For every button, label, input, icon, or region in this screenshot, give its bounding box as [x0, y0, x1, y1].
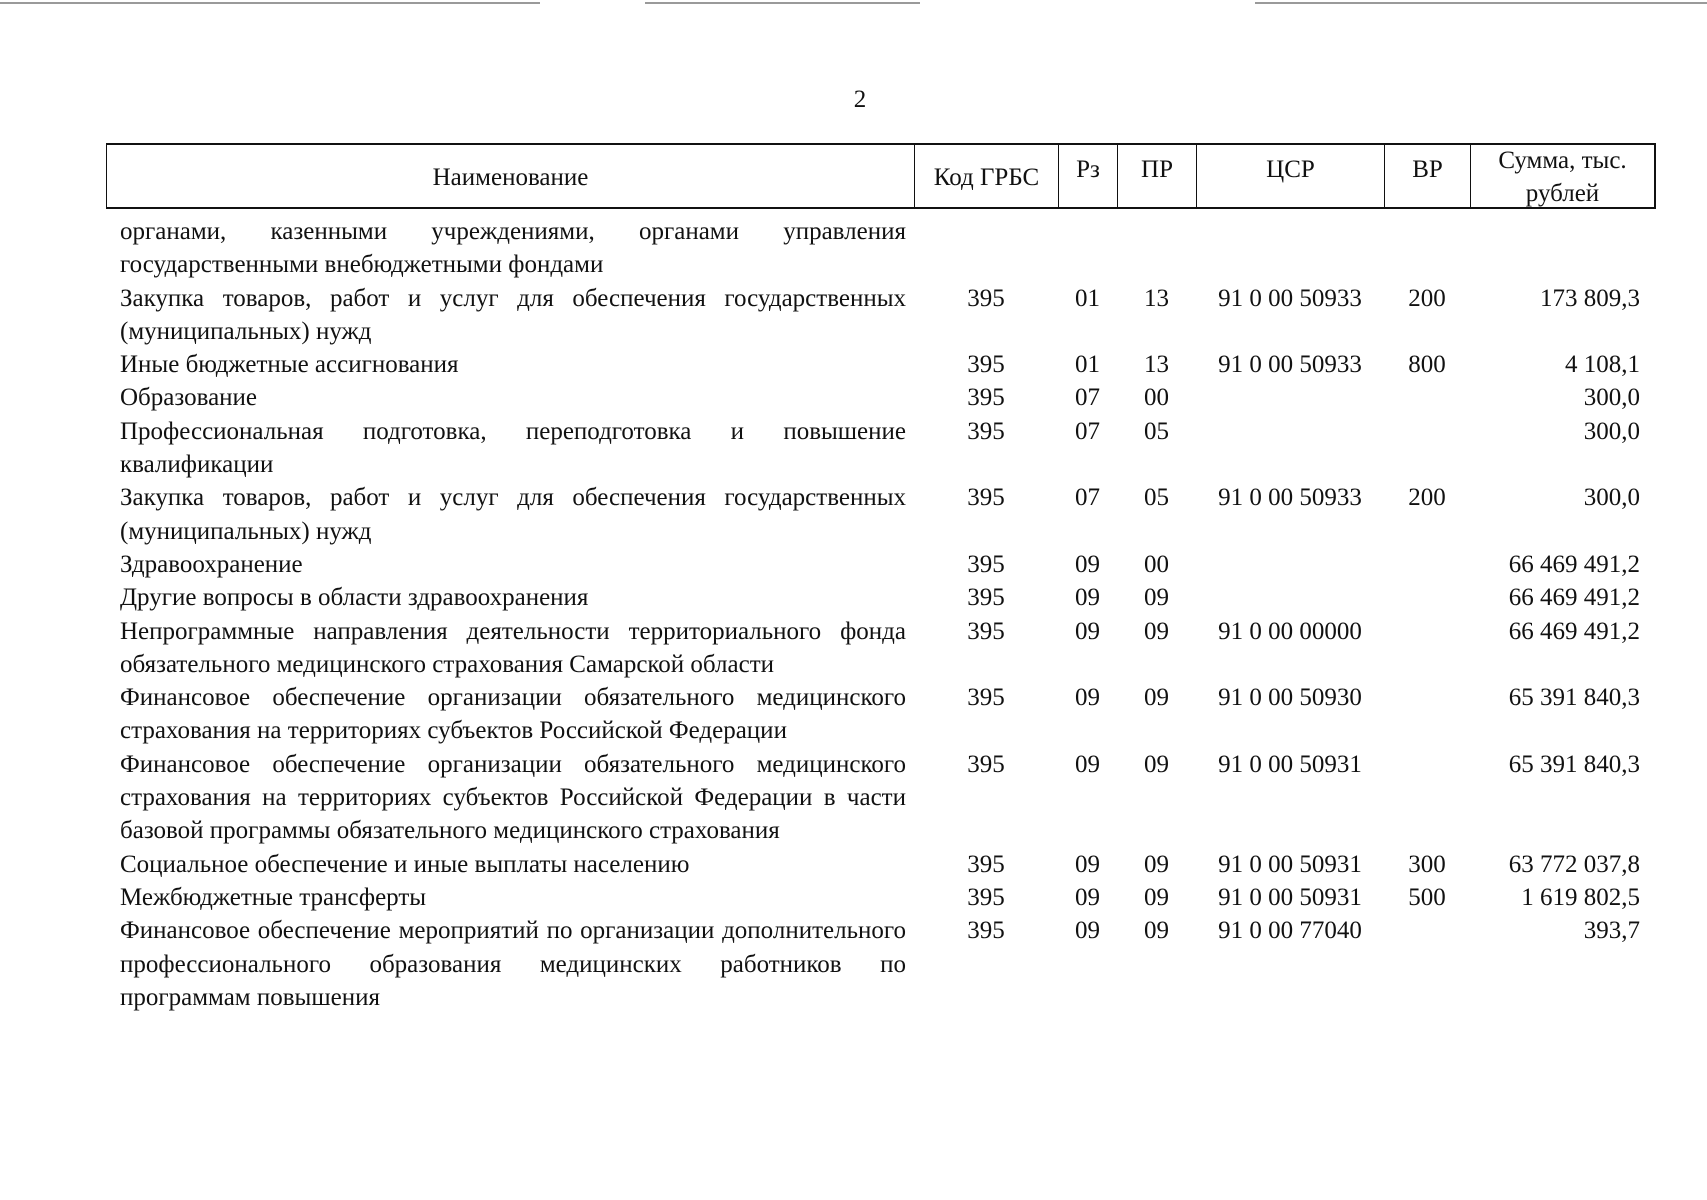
table-cell-rz: 09 — [1075, 550, 1100, 578]
header-rz: Рз — [1058, 143, 1117, 209]
table-cell-name: Закупка товаров, работ и услуг для обеспечения государственных (муниципальных) нужд — [120, 484, 906, 545]
table-cell-vr — [1384, 548, 1470, 581]
table-cell-vr: 800 — [1408, 351, 1446, 379]
table-cell-vr — [1384, 748, 1470, 848]
table-cell-rz: 09 — [1075, 883, 1100, 911]
table-cell-sum: 63 772 037,8 — [1508, 850, 1640, 878]
table-cell-csr — [1196, 381, 1384, 414]
table-cell-csr: 91 0 00 50933 — [1218, 351, 1362, 379]
table-cell-name: Профессиональная подготовка, переподготовка и повышение квалификации — [120, 417, 906, 479]
table-cell-sum: 393,7 — [1583, 917, 1640, 945]
table-cell-grbs: 395 — [967, 550, 1005, 578]
table-cell-name: Непрограммные направления деятельности территориального фонда обязательного медицинского страхования Самарской области — [120, 617, 906, 678]
table-cell-vr: 200 — [1408, 284, 1446, 312]
table-cell-csr: 91 0 00 77040 — [1218, 917, 1362, 945]
table-cell-csr: 91 0 00 50933 — [1218, 484, 1362, 512]
table-cell-grbs: 395 — [967, 484, 1005, 512]
table-cell-grbs: 395 — [967, 284, 1005, 312]
scan-edge-line — [0, 2, 540, 4]
table-cell-sum: 300,0 — [1583, 417, 1640, 445]
table-cell-csr: 91 0 00 50931 — [1218, 883, 1362, 911]
table-cell-rz: 07 — [1075, 484, 1100, 512]
table-cell-grbs: 395 — [967, 584, 1005, 612]
table-cell-vr: 200 — [1408, 484, 1446, 512]
table-cell-csr: 91 0 00 50931 — [1218, 750, 1362, 778]
table-cell-rz: 09 — [1075, 617, 1100, 645]
budget-table — [106, 143, 1656, 1014]
table-cell-name: Другие вопросы в области здравоохранения — [120, 584, 589, 612]
header-name: Наименование — [106, 143, 914, 209]
table-cell-pr: 09 — [1144, 850, 1169, 878]
header-grbs: Код ГРБС — [914, 143, 1058, 209]
table-cell-pr: 05 — [1144, 417, 1169, 445]
table-cell-grbs: 395 — [967, 617, 1005, 645]
table-cell-name: Здравоохранение — [120, 550, 303, 578]
table-cell-grbs: 395 — [967, 384, 1005, 412]
table-cell-sum: 66 469 491,2 — [1508, 584, 1640, 612]
table-cell-sum: 66 469 491,2 — [1508, 617, 1640, 645]
table-cell-pr: 09 — [1144, 684, 1169, 712]
table-cell-sum — [1470, 209, 1656, 282]
table-cell-pr: 09 — [1144, 584, 1169, 612]
table-cell-name: Финансовое обеспечение организации обязательного медицинского страхования на территориях субъектов Российской Федерации в части базовой программы обязательного медицинского страхования — [120, 750, 906, 845]
table-cell-sum: 300,0 — [1583, 484, 1640, 512]
table-cell-pr: 05 — [1144, 484, 1169, 512]
table-cell-grbs: 395 — [967, 684, 1005, 712]
table-cell-vr — [1384, 381, 1470, 414]
table-cell-csr: 91 0 00 50933 — [1218, 284, 1362, 312]
table-cell-name: Иные бюджетные ассигнования — [120, 351, 459, 379]
table-cell-csr — [1196, 415, 1384, 482]
table-cell-pr: 09 — [1144, 917, 1169, 945]
table-cell-sum: 65 391 840,3 — [1508, 684, 1640, 712]
table-cell-rz: 09 — [1075, 917, 1100, 945]
scan-edge-line — [645, 2, 920, 4]
table-cell-rz: 09 — [1075, 850, 1100, 878]
header-pr: ПР — [1117, 143, 1196, 209]
table-cell-pr: 00 — [1144, 384, 1169, 412]
table-cell-csr: 91 0 00 50930 — [1218, 684, 1362, 712]
table-cell-name: Социальное обеспечение и иные выплаты населению — [120, 850, 690, 878]
table-cell-csr — [1196, 209, 1384, 282]
table-cell-csr: 91 0 00 00000 — [1218, 617, 1362, 645]
table-cell-grbs: 395 — [967, 917, 1005, 945]
table-cell-name: органами, казенными учреждениями, органами управления государственными внебюджетными фондами — [120, 218, 906, 279]
table-cell-name: Образование — [120, 384, 258, 412]
table-cell-grbs: 395 — [967, 883, 1005, 911]
table-cell-rz: 09 — [1075, 684, 1100, 712]
table-cell-rz: 01 — [1075, 284, 1100, 312]
table-cell-pr: 13 — [1144, 351, 1169, 379]
table-cell-sum: 66 469 491,2 — [1508, 550, 1640, 578]
scan-edge-line — [1255, 2, 1707, 4]
table-cell-name: Межбюджетные трансферты — [120, 883, 427, 911]
table-cell-rz: 09 — [1075, 750, 1100, 778]
table-cell-grbs: 395 — [967, 850, 1005, 878]
table-cell-sum: 65 391 840,3 — [1508, 750, 1640, 778]
table-cell-vr — [1384, 681, 1470, 748]
table-cell-pr: 09 — [1144, 750, 1169, 778]
table-cell-vr — [1384, 914, 1470, 1014]
table-cell-pr — [1117, 209, 1196, 282]
table-cell-rz: 07 — [1075, 384, 1100, 412]
table-cell-rz: 01 — [1075, 351, 1100, 379]
table-cell-grbs: 395 — [967, 750, 1005, 778]
table-cell-csr — [1196, 548, 1384, 581]
table-cell-csr — [1196, 581, 1384, 614]
table-cell-pr: 09 — [1144, 617, 1169, 645]
table-cell-sum: 173 809,3 — [1540, 284, 1640, 312]
table-cell-sum: 4 108,1 — [1565, 351, 1640, 379]
table-cell-name: Закупка товаров, работ и услуг для обеспечения государственных (муниципальных) нужд — [120, 284, 906, 345]
header-csr: ЦСР — [1196, 143, 1384, 209]
table-cell-pr: 09 — [1144, 883, 1169, 911]
table-cell-name: Финансовое обеспечение организации обязательного медицинского страхования на территориях субъектов Российской Федерации — [120, 684, 906, 745]
table-cell-grbs: 395 — [967, 417, 1005, 445]
table-cell-rz: 07 — [1075, 417, 1100, 445]
table-cell-rz — [1058, 209, 1117, 282]
table-cell-grbs: 395 — [967, 351, 1005, 379]
page-number: 2 — [853, 86, 867, 113]
table-cell-grbs — [914, 209, 1058, 282]
table-cell-vr — [1384, 209, 1470, 282]
table-cell-pr: 13 — [1144, 284, 1169, 312]
table-cell-vr: 300 — [1408, 850, 1446, 878]
header-vr: ВР — [1384, 143, 1470, 209]
table-cell-vr — [1384, 415, 1470, 482]
table-cell-name: Финансовое обеспечение мероприятий по организации дополнительного профессионального образования медицинских работников по программам повышения — [120, 917, 906, 1011]
header-sum: Сумма, тыс. рублей — [1470, 143, 1656, 209]
table-cell-vr — [1384, 581, 1470, 614]
table-cell-rz: 09 — [1075, 584, 1100, 612]
table-cell-sum: 1 619 802,5 — [1521, 883, 1640, 911]
table-cell-csr: 91 0 00 50931 — [1218, 850, 1362, 878]
table-cell-sum: 300,0 — [1583, 384, 1640, 412]
table-cell-vr — [1384, 615, 1470, 682]
table-cell-vr: 500 — [1408, 883, 1446, 911]
table-cell-pr: 00 — [1144, 550, 1169, 578]
